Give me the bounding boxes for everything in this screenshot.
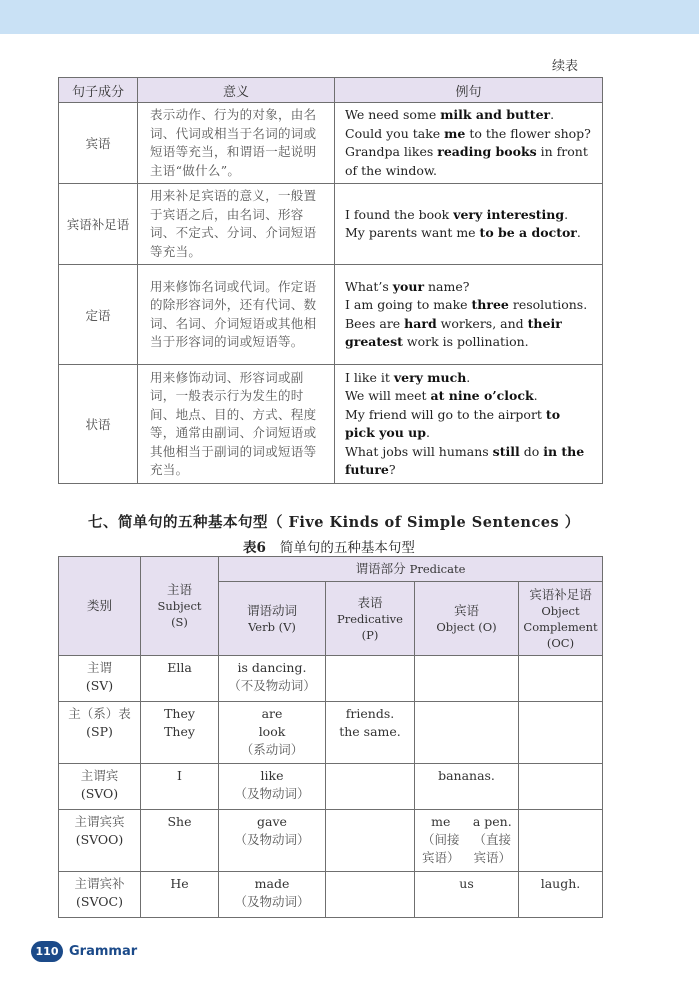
component-cell: 状语 xyxy=(59,365,138,484)
header-predicative xyxy=(326,582,415,656)
type-cn: 主谓宾宾 xyxy=(74,814,125,829)
table2-header-row-1 xyxy=(59,557,603,582)
object-cn: 宾语 xyxy=(453,602,479,618)
meaning-cell: 用来修饰动词、形容词或副词，一般表示行为发生的时间、地点、目的、方式、程度等，通常由副词、介词短语或其他相当于副词的词或短语等充当。 xyxy=(138,365,335,484)
table-row xyxy=(59,656,603,702)
header-component: 句子成分 xyxy=(59,78,138,103)
verb: are look xyxy=(258,706,286,739)
examples-cell: What’s your name? I am going to make three resolutions. Bees are hard workers, and their greatest work is pollination. xyxy=(335,265,603,365)
meaning-cell: 用来补足宾语的意义，一般置于宾语之后，由名词、形容词、不定式、分词、介词短语等充当。 xyxy=(138,184,335,265)
type-cell xyxy=(59,656,141,702)
header-subject xyxy=(141,557,219,656)
oc-cell xyxy=(519,702,603,764)
type-en: (SVO) xyxy=(80,786,119,801)
subject-cell: Ella xyxy=(141,656,219,702)
verb: gave xyxy=(257,814,287,829)
oc-en1: Object xyxy=(541,603,580,618)
indirect-object-word: me xyxy=(431,814,451,829)
verb-cell xyxy=(219,810,326,872)
object-cell: bananas. xyxy=(415,764,519,810)
double-object xyxy=(415,813,518,867)
sentence-components-table xyxy=(58,77,603,484)
examples-cell: I found the book very interesting. My parents want me to be a doctor. xyxy=(335,184,603,265)
predicative-cell xyxy=(326,656,415,702)
predicative-en: Predicative xyxy=(337,611,403,626)
verb-cell xyxy=(219,702,326,764)
table-caption xyxy=(243,536,415,556)
verb-cn: 谓语动词 xyxy=(246,602,297,618)
predicative-cn: 表语 xyxy=(357,594,383,610)
table-row xyxy=(59,365,603,484)
subject-en: Subject xyxy=(157,599,202,613)
header-meaning: 意义 xyxy=(138,78,335,103)
examples-cell: We need some milk and butter. Could you take me to the flower shop? Grandpa likes reading books in front of the window. xyxy=(335,103,603,184)
type-en: (SP) xyxy=(86,724,113,739)
oc-abbr: (OC) xyxy=(546,635,575,650)
header-predicate xyxy=(219,557,603,582)
verb-note: （不及物动词） xyxy=(228,678,316,693)
table-row xyxy=(59,103,603,184)
section-title: 七、简单句的五种基本句型（ Five Kinds of Simple Sentences ） xyxy=(88,514,580,531)
verb: is dancing. xyxy=(237,660,307,675)
table-row xyxy=(59,764,603,810)
verb-note: （及物动词） xyxy=(234,832,310,847)
verb-note: （系动词） xyxy=(240,742,304,757)
component-cell: 宾语补足语 xyxy=(59,184,138,265)
oc-cell xyxy=(519,764,603,810)
predicative-cell: friends. the same. xyxy=(326,702,415,764)
table-row xyxy=(59,184,603,265)
oc-en2: Complement xyxy=(523,619,598,634)
continued-label: 续表 xyxy=(552,59,579,74)
direct-object-word: a pen. xyxy=(472,814,512,829)
table-row xyxy=(59,265,603,365)
object-cell: us xyxy=(415,872,519,918)
verb-cell xyxy=(219,872,326,918)
oc-cell xyxy=(519,656,603,702)
object-cell xyxy=(415,702,519,764)
verb-note: （及物动词） xyxy=(234,894,310,909)
object-cell xyxy=(415,810,519,872)
verb: like xyxy=(260,768,284,783)
predicative-cell xyxy=(326,872,415,918)
type-cn: 主（系）表 xyxy=(68,706,131,721)
page-number-badge: 110 xyxy=(31,941,63,962)
direct-object xyxy=(470,813,514,867)
subject-abbr: (S) xyxy=(171,615,188,629)
type-cell xyxy=(59,702,141,764)
header-verb xyxy=(219,582,326,656)
table-row xyxy=(59,810,603,872)
examples-cell: I like it very much. We will meet at nine o’clock. My friend will go to the airport to pick you up. What jobs will humans still do in the future? xyxy=(335,365,603,484)
verb-cell xyxy=(219,764,326,810)
type-cn: 主谓宾 xyxy=(80,768,119,783)
verb-cell xyxy=(219,656,326,702)
predicative-cell xyxy=(326,764,415,810)
footer-section-label: Grammar xyxy=(69,944,138,959)
type-en: (SVOC) xyxy=(76,894,123,909)
type-en: (SV) xyxy=(85,678,114,693)
predicate-en: Predicate xyxy=(409,562,466,576)
subject-cn: 主语 xyxy=(166,582,192,597)
component-cell: 宾语 xyxy=(59,103,138,184)
type-cell xyxy=(59,872,141,918)
header-examples: 例句 xyxy=(335,78,603,103)
component-cell: 定语 xyxy=(59,265,138,365)
simple-sentence-patterns-table xyxy=(58,556,603,918)
header-object-complement xyxy=(519,582,603,656)
oc-cn: 宾语补足语 xyxy=(529,586,592,602)
verb: made xyxy=(254,876,290,891)
oc-cell xyxy=(519,810,603,872)
predicative-cell xyxy=(326,810,415,872)
verb-note: （及物动词） xyxy=(234,786,310,801)
object-cell xyxy=(415,656,519,702)
verb-en: Verb (V) xyxy=(248,619,296,634)
subject-cell: She xyxy=(141,810,219,872)
type-cn: 主谓宾补 xyxy=(74,876,125,891)
subject-cell: I xyxy=(141,764,219,810)
type-cell xyxy=(59,764,141,810)
predicative-abbr: (P) xyxy=(361,627,379,642)
meaning-cell: 表示动作、行为的对象，由名词、代词或相当于名词的词或短语等充当，和谓语一起说明主语“做什么”。 xyxy=(138,103,335,184)
top-color-band xyxy=(0,0,699,34)
type-cn: 主谓 xyxy=(86,660,112,675)
indirect-object-note: （间接宾语） xyxy=(421,832,460,865)
table1-header-row xyxy=(59,78,603,103)
table-row xyxy=(59,872,603,918)
indirect-object xyxy=(419,813,463,867)
caption-number: 表6 xyxy=(243,540,266,556)
subject-cell: He xyxy=(141,872,219,918)
object-en: Object (O) xyxy=(436,619,497,634)
predicate-cn: 谓语部分 xyxy=(355,561,406,576)
header-category: 类别 xyxy=(59,557,141,656)
header-object xyxy=(415,582,519,656)
subject-cell: They They xyxy=(141,702,219,764)
table-row xyxy=(59,702,603,764)
caption-text: 简单句的五种基本句型 xyxy=(279,540,415,556)
type-en: (SVOO) xyxy=(75,832,124,847)
oc-cell: laugh. xyxy=(519,872,603,918)
direct-object-note: （直接宾语） xyxy=(473,832,511,865)
type-cell xyxy=(59,810,141,872)
page-footer xyxy=(31,941,137,962)
meaning-cell: 用来修饰名词或代词。作定语的除形容词外，还有代词、数词、名词、介词短语或其他相当于形容词的词或短语等。 xyxy=(138,265,335,365)
